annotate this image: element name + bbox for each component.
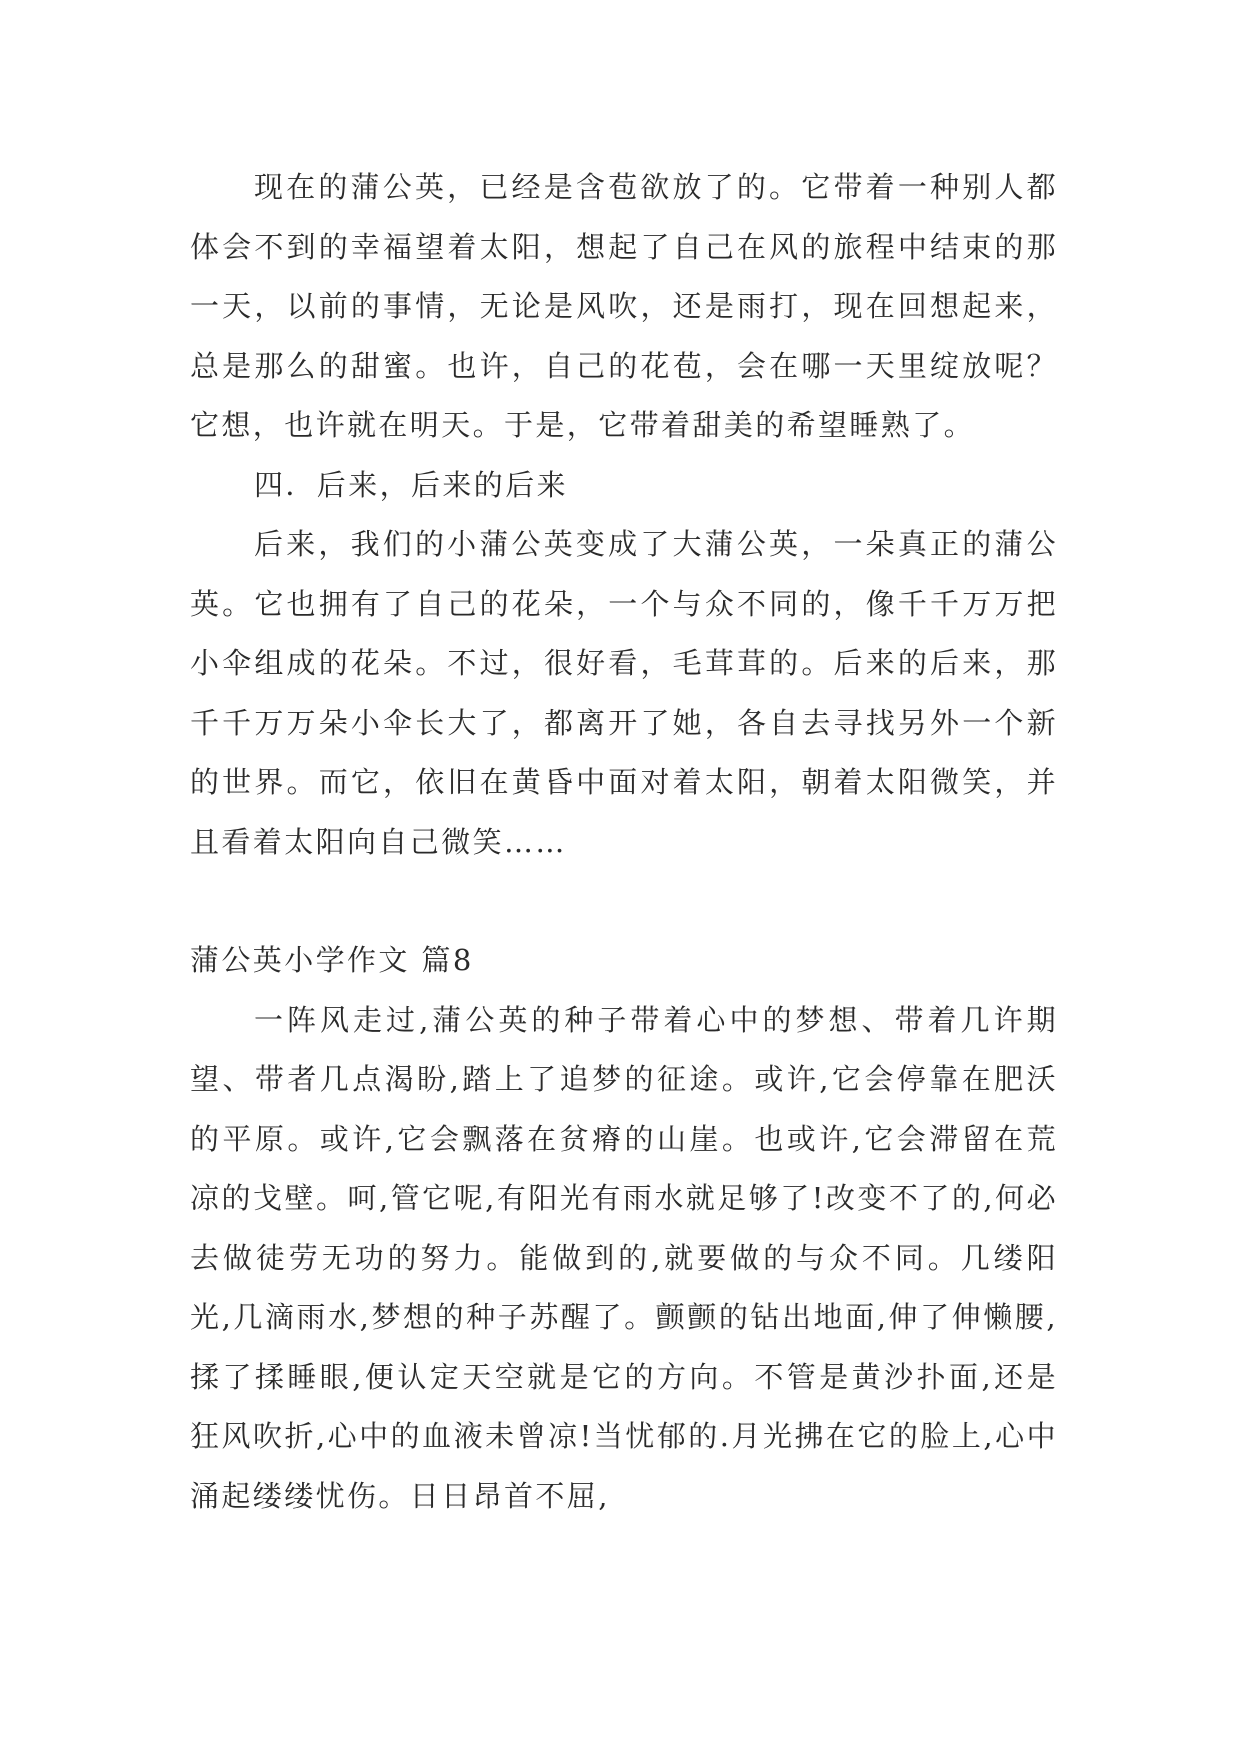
section-heading: 四．后来，后来的后来 [254, 467, 569, 502]
paragraph-later: 后来，我们的小蒲公英变成了大蒲公英，一朵真正的蒲公英。它也拥有了自己的花朵，一个与众不同的，像千千万万把小伞组成的花朵。不过，很好看，毛茸茸的。后来的后来，那千千万万朵小伞长大了，都离开了她，各自去寻找另外一个新的世界。而它，依旧在黄昏中面对着太阳，朝着太阳微笑，并且看着太阳向自己微笑…… [190, 527, 1058, 859]
essay-title: 蒲公英小学作文 篇8 [190, 943, 474, 977]
paragraph-essay-8: 一阵风走过,蒲公英的种子带着心中的梦想、带着几许期望、带者几点渴盼,踏上了追梦的征途。或许,它会停靠在肥沃的平原。或许,它会飘落在贫瘠的山崖。也或许,它会滞留在荒凉的戈壁。呵,管它呢,有阳光有雨水就足够了!改变不了的,何必去做徒劳无功的努力。能做到的,就要做的与众不同。几缕阳光,几滴雨水,梦想的种子苏醒了。颤颤的钻出地面,伸了伸懒腰,揉了揉睡眼,便认定天空就是它的方向。不管是黄沙扑面,还是狂风吹折,心中的血液未曾凉!当忧郁的.月光拂在它的脸上,心中涌起缕缕忧伤。日日昂首不屈, [190, 1002, 1058, 1513]
paragraph-dandelion-blooming: 现在的蒲公英，已经是含苞欲放了的。它带着一种别人都体会不到的幸福望着太阳，想起了自己在风的旅程中结束的那一天，以前的事情，无论是风吹，还是雨打，现在回想起来，总是那么的甜蜜。也许，自己的花苞，会在哪一天里绽放呢？它想，也许就在明天。于是，它带着甜美的希望睡熟了。 [190, 170, 1058, 442]
document-body [190, 158, 1058, 1526]
section-break [190, 872, 1058, 931]
